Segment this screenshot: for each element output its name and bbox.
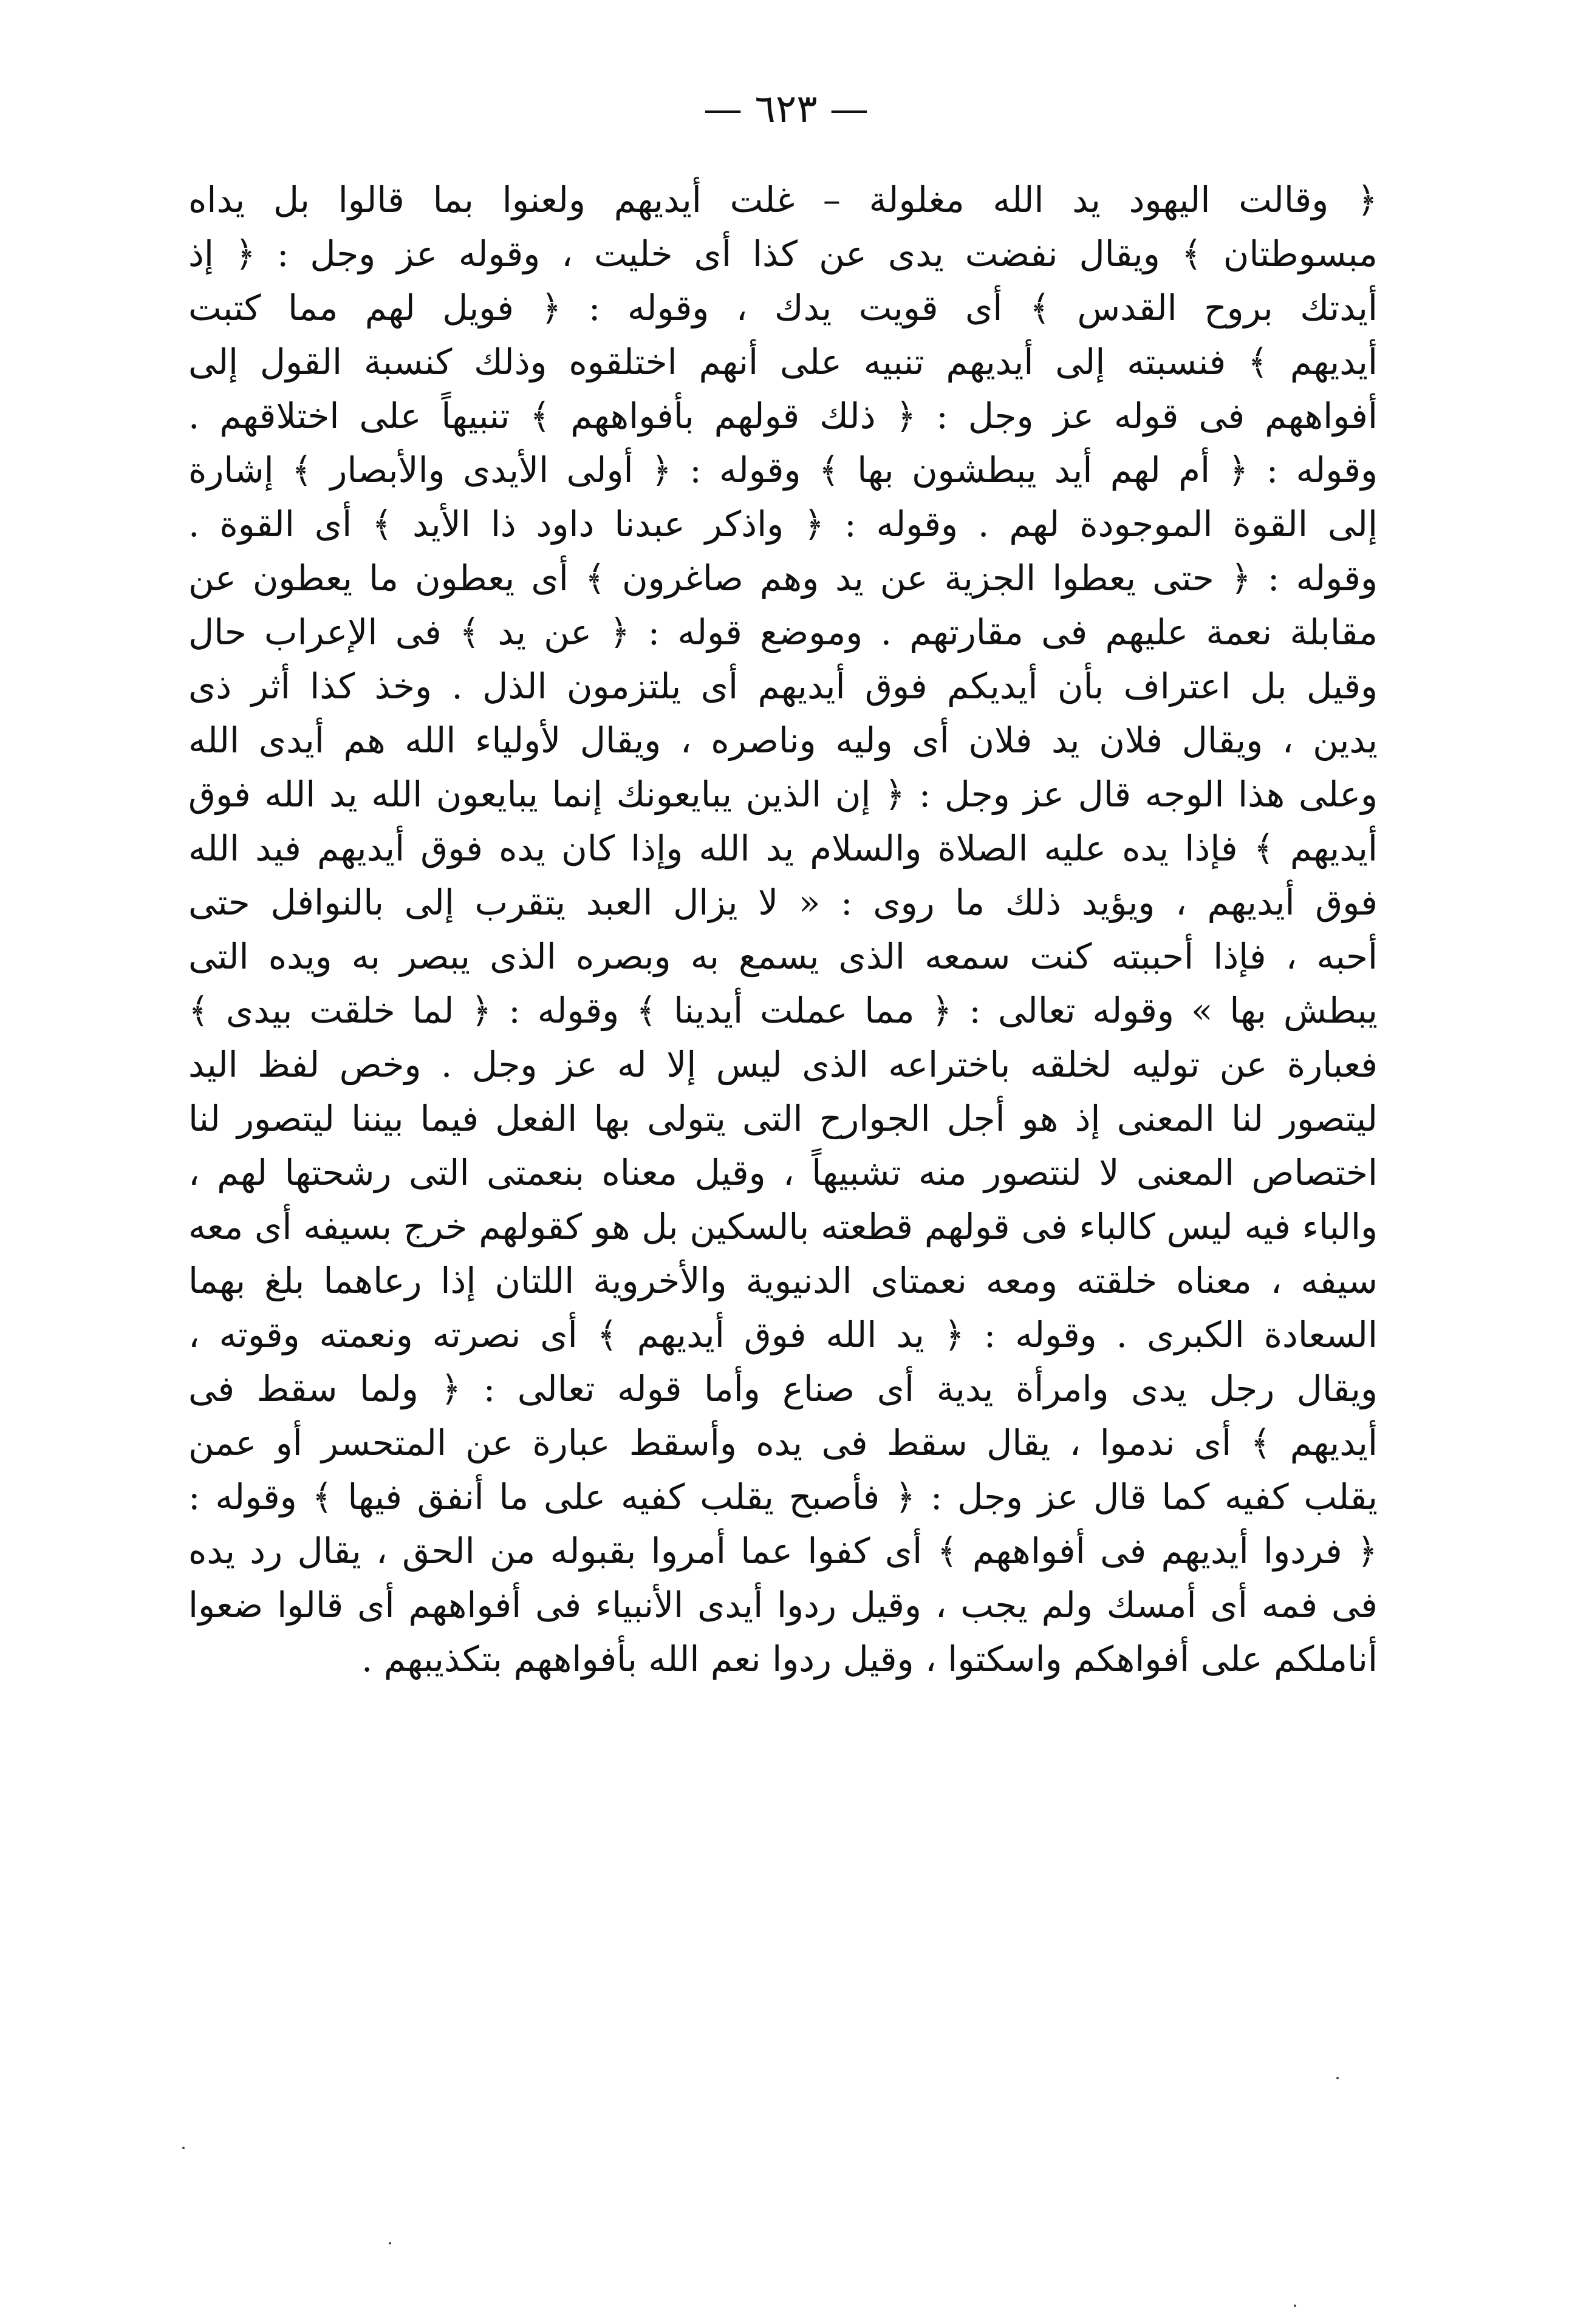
scan-speck xyxy=(389,2242,391,2244)
text-line: أيديهم ﴾ فنسبته إلى أيديهم تنبيه على أنهم اختلقوه وذلك كنسبة القول إلى xyxy=(188,341,1378,383)
scan-speck xyxy=(1336,2077,1339,2079)
text-line: ﴿ فردوا أيديهم فى أفواههم ﴾ أى كفوا عما أمروا بقبوله من الحق ، يقال رد يده xyxy=(188,1530,1378,1572)
text-line: سيفه ، معناه خلقته ومعه نعمتاى الدنيوية والأخروية اللتان إذا رعاهما بلغ بهما xyxy=(188,1260,1378,1301)
text-line: فى فمه أى أمسك ولم يجب ، وقيل ردوا أيدى الأنبياء فى أفواههم أى قالوا ضعوا xyxy=(188,1584,1378,1626)
text-line: وعلى هذا الوجه قال عز وجل : ﴿ إن الذين يبايعونك إنما يبايعون الله يد الله فوق xyxy=(188,774,1378,815)
text-line: يقلب كفيه كما قال عز وجل : ﴿ فأصبح يقلب كفيه على ما أنفق فيها ﴾ وقوله : xyxy=(188,1476,1378,1518)
page-number: — ٦٢٣ — xyxy=(703,87,869,132)
text-line: مبسوطتان ﴾ ويقال نفضت يدى عن كذا أى خليت ، وقوله عز وجل : ﴿ إذ xyxy=(188,233,1378,274)
text-line: وقوله : ﴿ أم لهم أيد يبطشون بها ﴾ وقوله : ﴿ أولى الأيدى والأبصار ﴾ إشارة xyxy=(188,449,1378,491)
text-line: السعادة الكبرى . وقوله : ﴿ يد الله فوق أيديهم ﴾ أى نصرته ونعمته وقوته ، xyxy=(188,1314,1378,1355)
text-line: فعبارة عن توليه لخلقه باختراعه الذى ليس إلا له عز وجل . وخص لفظ اليد xyxy=(188,1044,1378,1085)
text-line: فوق أيديهم ، ويؤيد ذلك ما روى : « لا يزال العبد يتقرب إلى بالنوافل حتى xyxy=(188,882,1378,923)
text-line: يدين ، ويقال فلان يد فلان أى وليه وناصره ، ويقال لأولياء الله هم أيدى الله xyxy=(188,720,1378,761)
text-line: اختصاص المعنى لا لنتصور منه تشبيهاً ، وقيل معناه بنعمتى التى رشحتها لهم ، xyxy=(188,1152,1378,1193)
text-line: وقوله : ﴿ حتى يعطوا الجزية عن يد وهم صاغرون ﴾ أى يعطون ما يعطون عن xyxy=(188,557,1378,599)
text-line: أيديهم ﴾ فإذا يده عليه الصلاة والسلام يد الله وإذا كان يده فوق أيديهم فيد الله xyxy=(188,828,1378,869)
text-line: أناملكم على أفواهكم واسكتوا ، وقيل ردوا نعم الله بأفواههم بتكذيبهم . xyxy=(361,1638,1378,1680)
text-line: مقابلة نعمة عليهم فى مقارتهم . وموضع قوله : ﴿ عن يد ﴾ فى الإعراب حال xyxy=(188,612,1378,653)
body-text xyxy=(188,173,1378,1686)
text-line: أيديهم ﴾ أى ندموا ، يقال سقط فى يده وأسقط عبارة عن المتحسر أو عمن xyxy=(188,1422,1378,1464)
text-line: أحبه ، فإذا أحببته كنت سمعه الذى يسمع به وبصره الذى يبصر به ويده التى xyxy=(188,936,1378,977)
text-line: وقيل بل اعتراف بأن أيديكم فوق أيديهم أى يلتزمون الذل . وخذ كذا أثر ذى xyxy=(188,666,1378,707)
text-line: يبطش بها » وقوله تعالى : ﴿ مما عملت أيدينا ﴾ وقوله : ﴿ لما خلقت بيدى ﴾ xyxy=(188,990,1378,1031)
scan-speck xyxy=(1294,2305,1296,2307)
text-line: إلى القوة الموجودة لهم . وقوله : ﴿ واذكر عبدنا داود ذا الأيد ﴾ أى القوة . xyxy=(188,503,1378,545)
text-line: والباء فيه ليس كالباء فى قولهم قطعته بالسكين بل هو كقولهم خرج بسيفه أى معه xyxy=(188,1206,1378,1247)
text-line: ويقال رجل يدى وامرأة يدية أى صناع وأما قوله تعالى : ﴿ ولما سقط فى xyxy=(188,1368,1378,1409)
text-line: أفواههم فى قوله عز وجل : ﴿ ذلك قولهم بأفواههم ﴾ تنبيهاً على اختلاقهم . xyxy=(188,395,1378,437)
text-line: ﴿ وقالت اليهود يد الله مغلولة – غلت أيديهم ولعنوا بما قالوا بل يداه xyxy=(188,179,1378,220)
scan-speck xyxy=(182,2147,185,2149)
text-line: أيدتك بروح القدس ﴾ أى قويت يدك ، وقوله : ﴿ فويل لهم مما كتبت xyxy=(188,287,1378,329)
text-line: ليتصور لنا المعنى إذ هو أجل الجوارح التى يتولى بها الفعل فيما بيننا ليتصور لنا xyxy=(188,1098,1378,1139)
